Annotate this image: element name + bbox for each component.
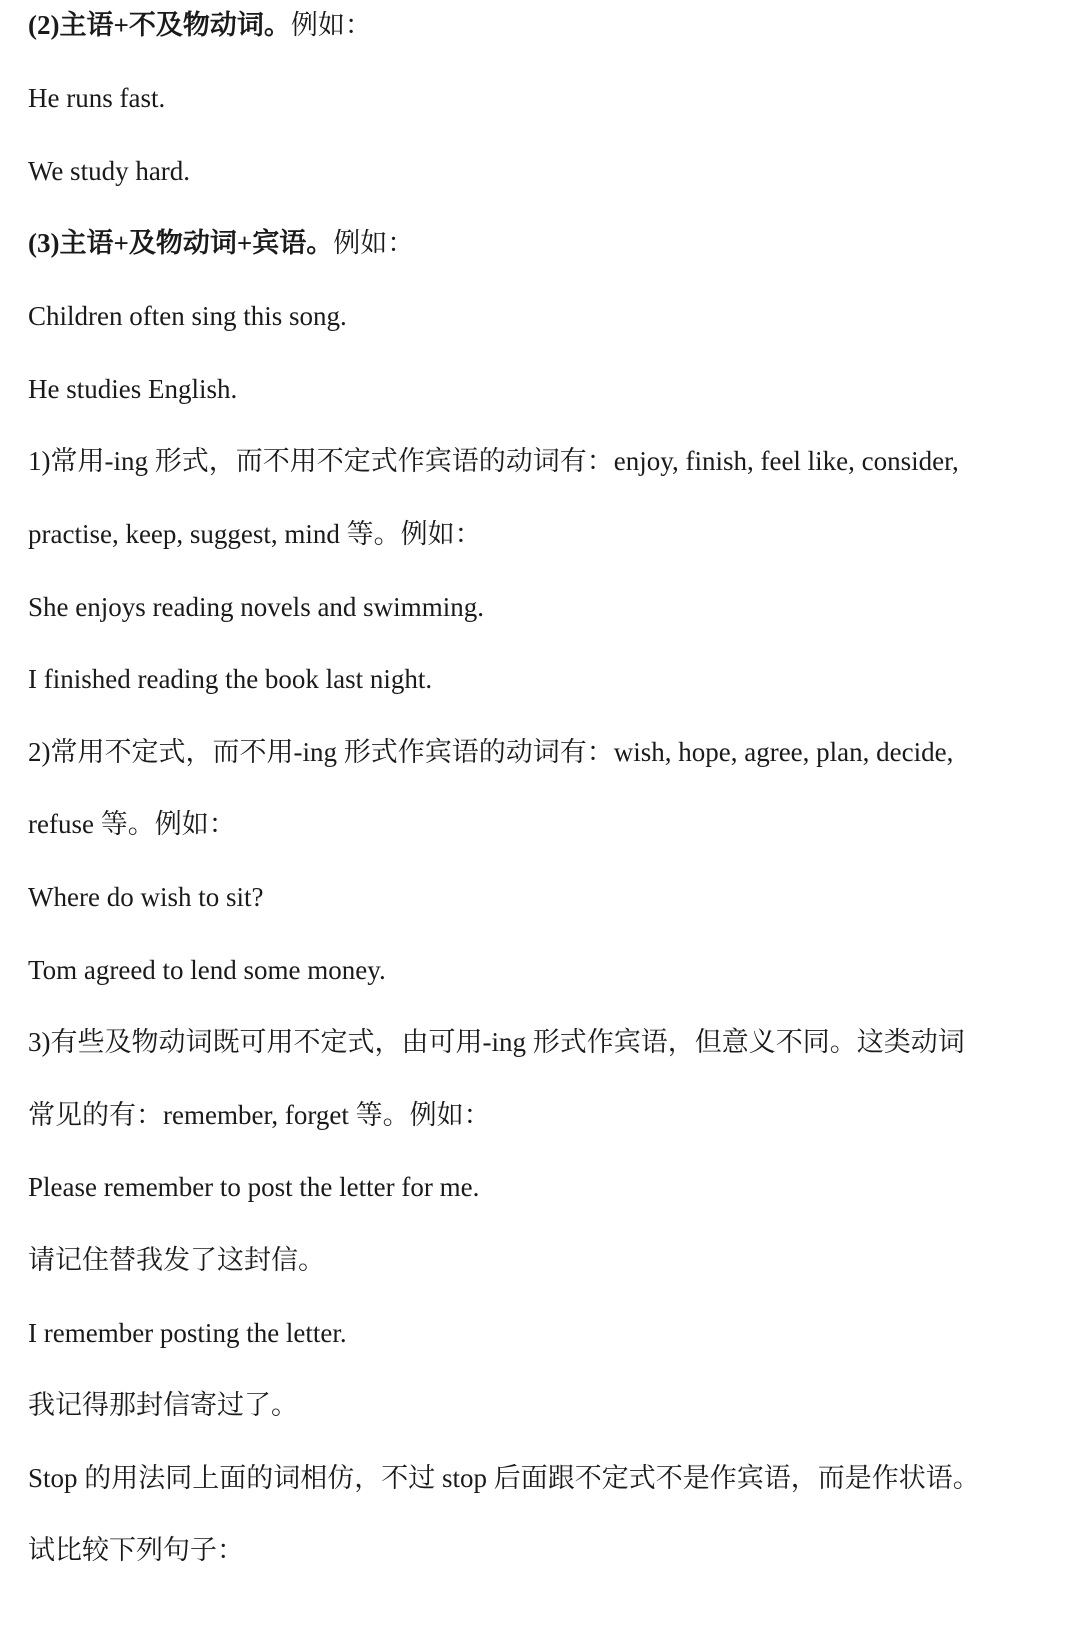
rule3-text-line-2: 常见的有：remember, forget 等。例如：: [28, 1100, 491, 1130]
pattern2-heading: [28, 8, 372, 42]
pattern2-example-1: He runs fast.: [28, 83, 166, 113]
rule3-example-2: I remember posting the letter.: [28, 1318, 347, 1348]
rule2-text-line-1: 2)常用不定式，而不用-ing 形式作宾语的动词有：wish, hope, agree, plan, decide,: [28, 737, 954, 767]
rule2-example-2: Tom agreed to lend some money.: [28, 955, 386, 985]
compare-prompt: 试比较下列句子：: [28, 1535, 244, 1565]
rule2-text-line-2: refuse 等。例如：: [28, 809, 236, 839]
pattern2-heading-title: (2)主语+不及物动词。: [28, 10, 291, 40]
rule3-text-line-1: 3)有些及物动词既可用不定式，由可用-ing 形式作宾语，但意义不同。这类动词: [28, 1027, 965, 1057]
pattern3-example-1: Children often sing this song.: [28, 301, 347, 331]
rule1-example-1: She enjoys reading novels and swimming.: [28, 592, 484, 622]
pattern3-example-2: He studies English.: [28, 374, 238, 404]
rule3-example-1: Please remember to post the letter for me.: [28, 1172, 480, 1202]
rule3-translation-1: 请记住替我发了这封信。: [28, 1245, 325, 1275]
rule1-text-line-2: practise, keep, suggest, mind 等。例如：: [28, 519, 482, 549]
rule1-example-2: I finished reading the book last night.: [28, 664, 433, 694]
pattern2-heading-tail: 例如：: [290, 10, 372, 40]
pattern2-example-2: We study hard.: [28, 156, 191, 186]
stop-usage-note: Stop 的用法同上面的词相仿，不过 stop 后面跟不定式不是作宾语，而是作状语。: [28, 1463, 980, 1493]
rule1-text-line-1: 1)常用-ing 形式，而不用不定式作宾语的动词有：enjoy, finish, feel like, consider,: [28, 446, 959, 476]
pattern3-heading: [28, 226, 414, 260]
rule2-example-1: Where do wish to sit?: [28, 882, 264, 912]
pattern3-heading-tail: 例如：: [333, 228, 415, 258]
rule3-translation-2: 我记得那封信寄过了。: [28, 1390, 298, 1420]
pattern3-heading-title: (3)主语+及物动词+宾语。: [28, 228, 334, 258]
